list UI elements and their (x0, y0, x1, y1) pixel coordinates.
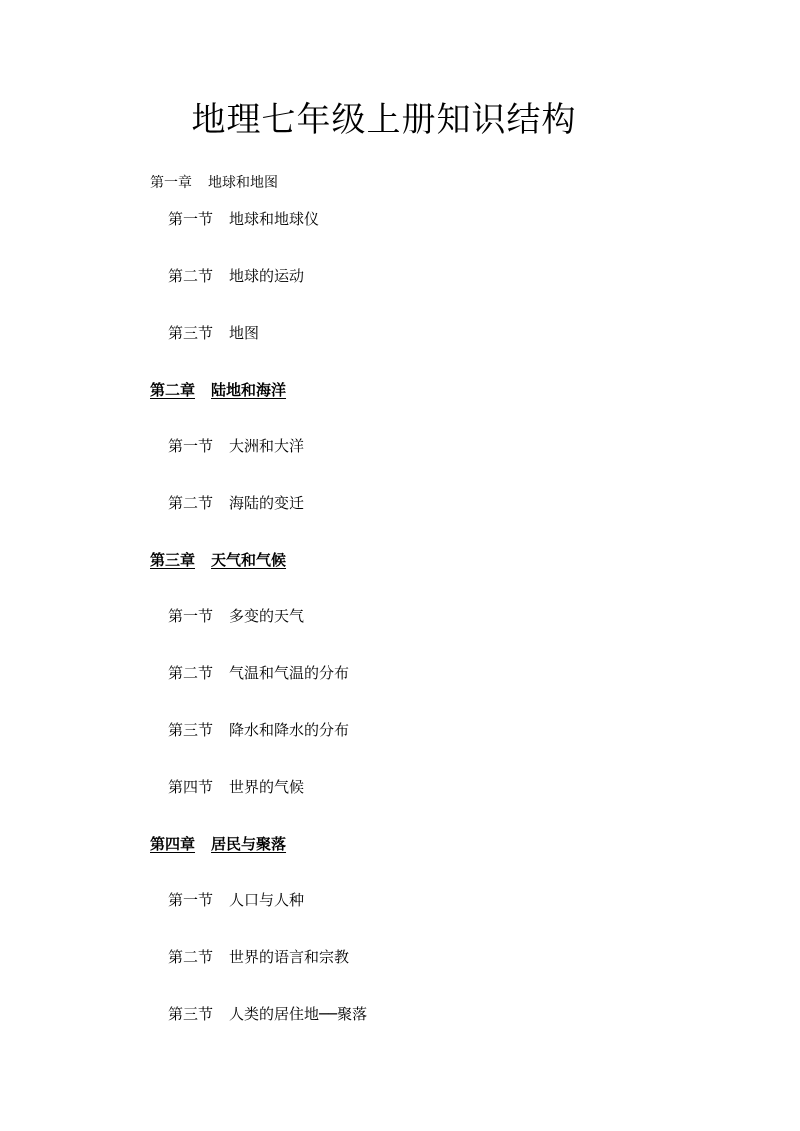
section-label: 第三节 (168, 721, 214, 739)
chapter-label: 第二章 (150, 381, 196, 399)
section-item (168, 322, 259, 344)
section-title: 降水和降水的分布 (229, 721, 350, 739)
section-item (168, 776, 304, 798)
section-item (168, 605, 304, 627)
section-title: 地图 (229, 324, 260, 342)
chapter-label: 第四章 (150, 835, 196, 853)
section-item (168, 662, 349, 684)
section-title: 地球的运动 (229, 267, 305, 285)
section-item (168, 889, 304, 911)
section-item (168, 946, 349, 968)
section-label: 第一节 (168, 210, 214, 228)
chapter-heading-3 (150, 549, 286, 571)
section-label: 第二节 (168, 664, 214, 682)
section-item (168, 1003, 367, 1025)
section-title: 人类的居住地──聚落 (229, 1005, 368, 1023)
section-label: 第四节 (168, 778, 214, 796)
section-label: 第三节 (168, 324, 214, 342)
section-title: 气温和气温的分布 (229, 664, 350, 682)
section-label: 第三节 (168, 1005, 214, 1023)
chapter-title: 地球和地图 (208, 175, 278, 191)
chapter-heading-4 (150, 833, 286, 855)
section-title: 海陆的变迁 (229, 494, 305, 512)
section-item (168, 265, 304, 287)
section-label: 第一节 (168, 607, 214, 625)
section-title: 世界的语言和宗教 (229, 948, 350, 966)
section-item (168, 492, 304, 514)
section-label: 第二节 (168, 494, 214, 512)
chapter-title: 居民与聚落 (211, 835, 287, 853)
section-label: 第一节 (168, 891, 214, 909)
section-item (168, 719, 349, 741)
chapter-label: 第三章 (150, 551, 196, 569)
section-title: 多变的天气 (229, 607, 305, 625)
section-label: 第一节 (168, 437, 214, 455)
chapter-label: 第一章 (150, 175, 192, 191)
chapter-title: 天气和气候 (211, 551, 287, 569)
section-item (168, 208, 319, 230)
section-item (168, 435, 304, 457)
page-title: 地理七年级上册知识结构 (191, 100, 577, 140)
chapter-heading-2 (150, 379, 286, 401)
section-title: 世界的气候 (229, 778, 305, 796)
section-title: 地球和地球仪 (229, 210, 320, 228)
section-label: 第二节 (168, 267, 214, 285)
chapter-heading-1 (150, 172, 278, 194)
chapter-title: 陆地和海洋 (211, 381, 287, 399)
section-title: 人口与人种 (229, 891, 305, 909)
section-title: 大洲和大洋 (229, 437, 305, 455)
section-label: 第二节 (168, 948, 214, 966)
